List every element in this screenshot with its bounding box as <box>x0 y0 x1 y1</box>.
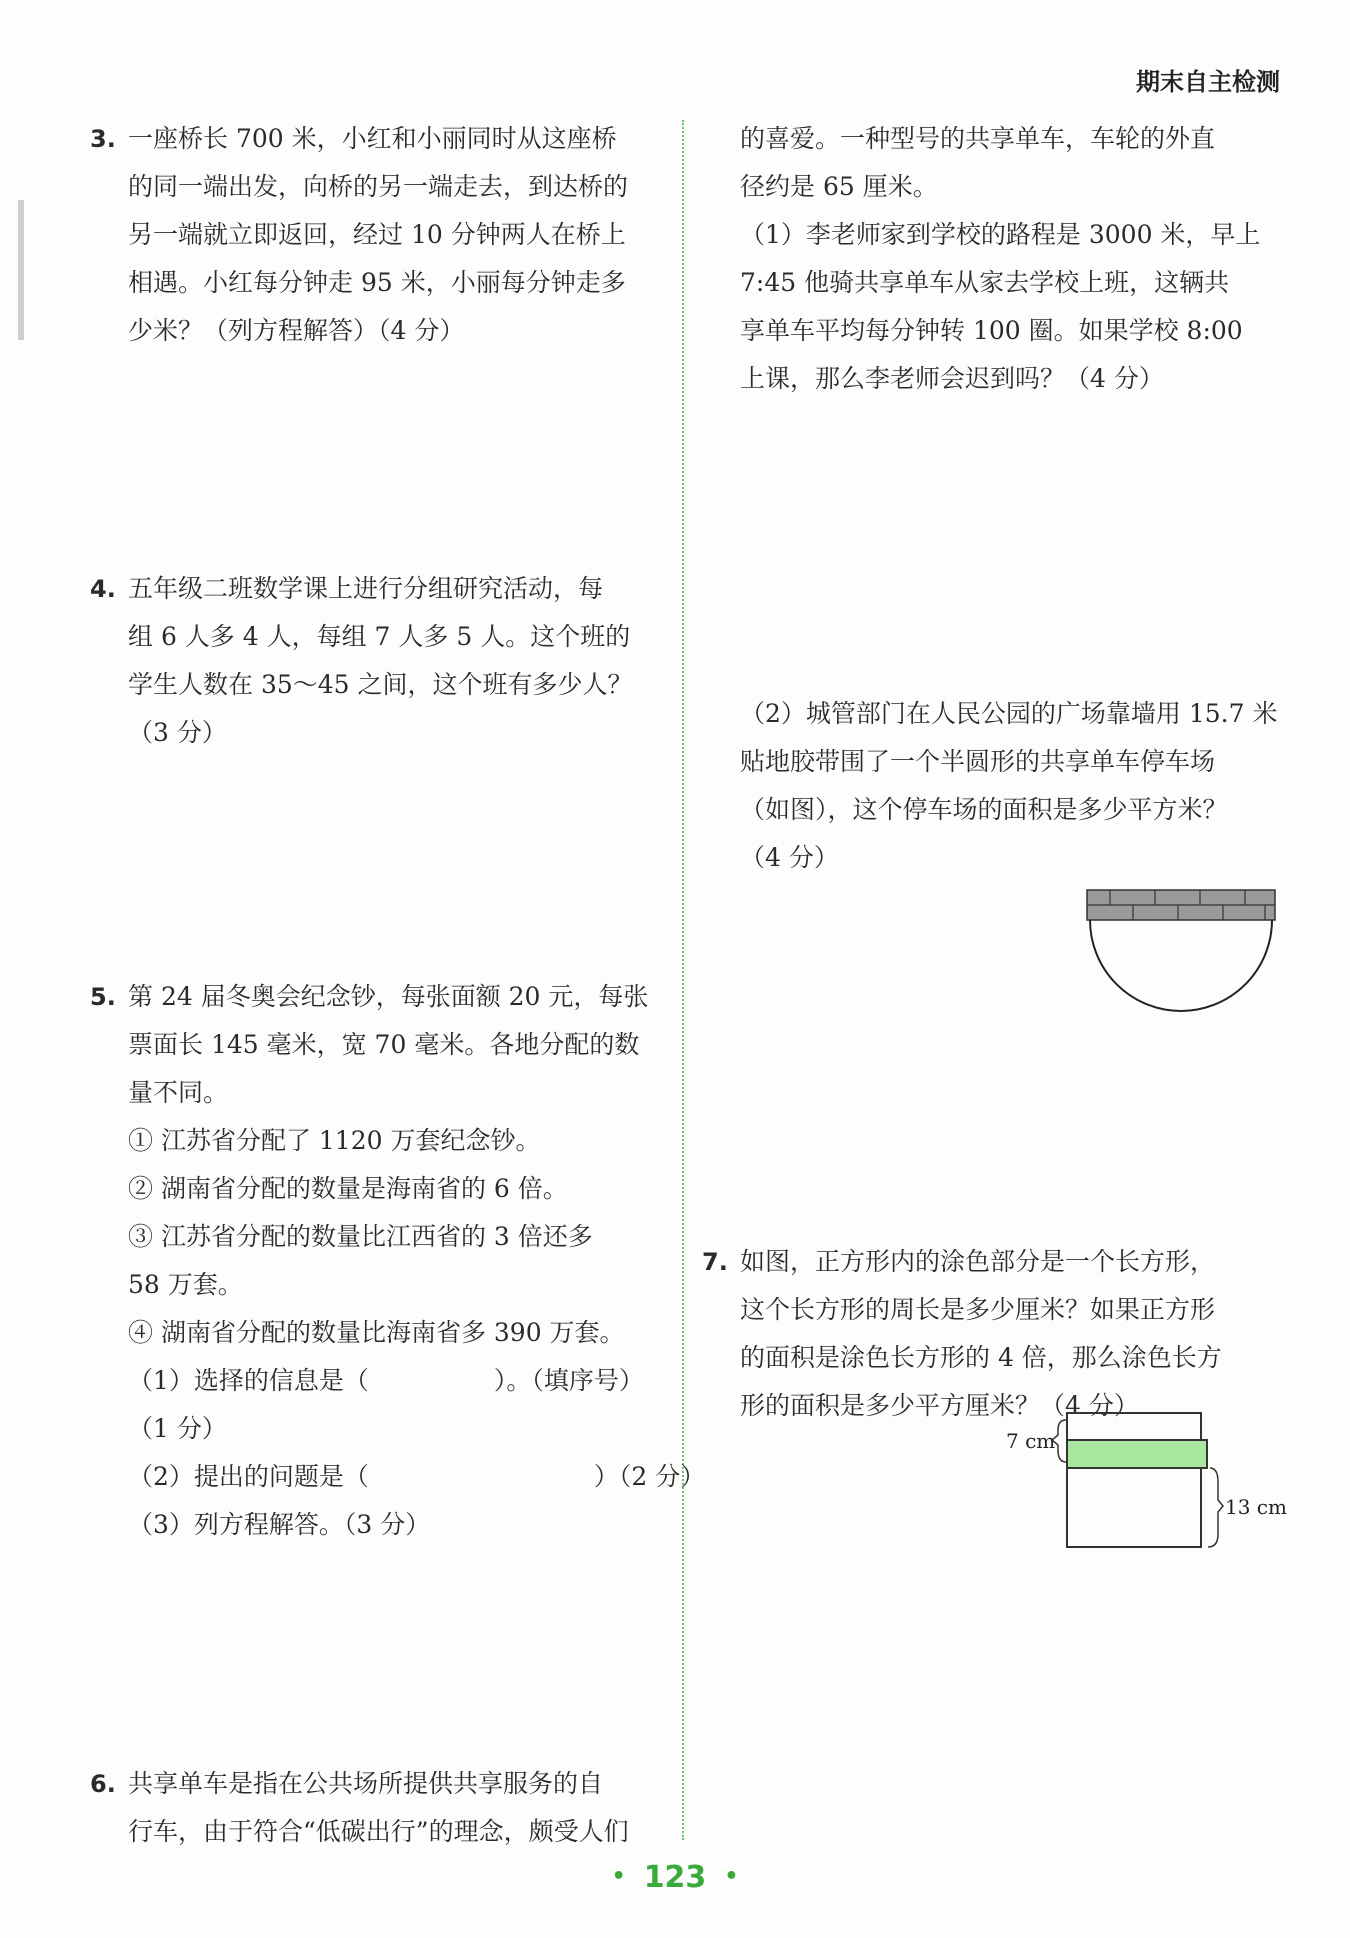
text-line: （1）李老师家到学校的路程是 3000 米，早上 <box>740 220 1261 249</box>
text-line: 58 万套。 <box>128 1270 243 1299</box>
text-line: （3）列方程解答。（3 分） <box>128 1510 431 1539</box>
text-line: 相遇。小红每分钟走 95 米，小丽每分钟走多 <box>128 268 626 297</box>
question-text <box>128 115 693 355</box>
page-number-text: 123 <box>643 1860 707 1895</box>
question-text <box>740 1238 1305 1430</box>
text-line: 一座桥长 700 米，小红和小丽同时从这座桥 <box>128 124 617 153</box>
text-line: 组 6 人多 4 人，每组 7 人多 5 人。这个班的 <box>128 622 631 651</box>
page-number: • 123 • <box>611 1860 739 1895</box>
text-line: 贴地胶带围了一个半圆形的共享单车停车场 <box>740 747 1216 776</box>
text-line: 票面长 145 毫米，宽 70 毫米。各地分配的数 <box>128 1030 640 1059</box>
text-line: （3 分） <box>128 718 227 747</box>
text-line: （4 分） <box>740 843 839 872</box>
text-line: 共享单车是指在公共场所提供共享服务的自 <box>128 1769 604 1798</box>
question-text <box>128 1760 693 1856</box>
text-line: （2）城管部门在人民公园的广场靠墙用 15.7 米 <box>740 699 1278 728</box>
text-line: （2）提出的问题是（ ）（2 分） <box>128 1462 706 1491</box>
scan-mark <box>18 200 24 340</box>
section-header: 期末自主检测 <box>1136 68 1280 96</box>
text-line: 的面积是涂色长方形的 4 倍，那么涂色长方 <box>740 1343 1222 1372</box>
text-line: 五年级二班数学课上进行分组研究活动，每 <box>128 574 604 603</box>
text-line: ① 江苏省分配了 1120 万套纪念钞。 <box>128 1126 541 1155</box>
question-6 <box>90 1760 693 1856</box>
question-text <box>128 565 693 757</box>
square-rectangle-figure <box>1000 1410 1290 1560</box>
text-line: 行车，由于符合“低碳出行”的理念，颇受人们 <box>128 1817 629 1846</box>
text-line: （1）选择的信息是（ ）。（填序号） <box>128 1366 644 1395</box>
text-line: 如图，正方形内的涂色部分是一个长方形， <box>740 1247 1216 1276</box>
label-7cm: 7 cm <box>1006 1429 1056 1453</box>
text-line: 学生人数在 35～45 之间，这个班有多少人？ <box>128 670 633 699</box>
text-line: ④ 湖南省分配的数量比海南省多 390 万套。 <box>128 1318 625 1347</box>
text-line: 的喜爱。一种型号的共享单车，车轮的外直 <box>740 124 1216 153</box>
text-line: ② 湖南省分配的数量是海南省的 6 倍。 <box>128 1174 568 1203</box>
text-line: ③ 江苏省分配的数量比江西省的 3 倍还多 <box>128 1222 593 1251</box>
question-5 <box>90 973 706 1549</box>
text-line: 这个长方形的周长是多少厘米？如果正方形 <box>740 1295 1216 1324</box>
text-line: 7:45 他骑共享单车从家去学校上班，这辆共 <box>740 268 1230 297</box>
question-number: 4. <box>90 575 116 603</box>
text-line: 形的面积是多少平方厘米？（4 分） <box>740 1391 1139 1420</box>
text-line: 上课，那么李老师会迟到吗？（4 分） <box>740 364 1164 393</box>
question-number: 3. <box>90 125 116 153</box>
text-line: 量不同。 <box>128 1078 229 1107</box>
question-7 <box>702 1238 1305 1430</box>
question-text <box>740 690 1305 882</box>
question-number: 6. <box>90 1770 116 1798</box>
text-line: （如图），这个停车场的面积是多少平方米？ <box>740 795 1228 824</box>
question-number: 5. <box>90 983 116 1011</box>
question-text <box>740 115 1305 403</box>
shaded-rectangle <box>1067 1440 1207 1468</box>
semicircle-parking-figure <box>1085 888 1280 1018</box>
text-line: 少米？（列方程解答）（4 分） <box>128 316 465 345</box>
text-line: 享单车平均每分钟转 100 圈。如果学校 8:00 <box>740 316 1243 345</box>
question-number: 7. <box>702 1248 728 1276</box>
question-6-part-2 <box>740 690 1305 882</box>
label-13cm: 13 cm <box>1225 1495 1287 1519</box>
text-line: 的同一端出发，向桥的另一端走去，到达桥的 <box>128 172 629 201</box>
text-line: 第 24 届冬奥会纪念钞，每张面额 20 元，每张 <box>128 982 649 1011</box>
question-text <box>128 973 706 1549</box>
question-4 <box>90 565 693 757</box>
text-line: 另一端就立即返回，经过 10 分钟两人在桥上 <box>128 220 626 249</box>
question-6-continued <box>740 115 1305 403</box>
question-3 <box>90 115 693 355</box>
text-line: （1 分） <box>128 1414 227 1443</box>
text-line: 径约是 65 厘米。 <box>740 172 938 201</box>
